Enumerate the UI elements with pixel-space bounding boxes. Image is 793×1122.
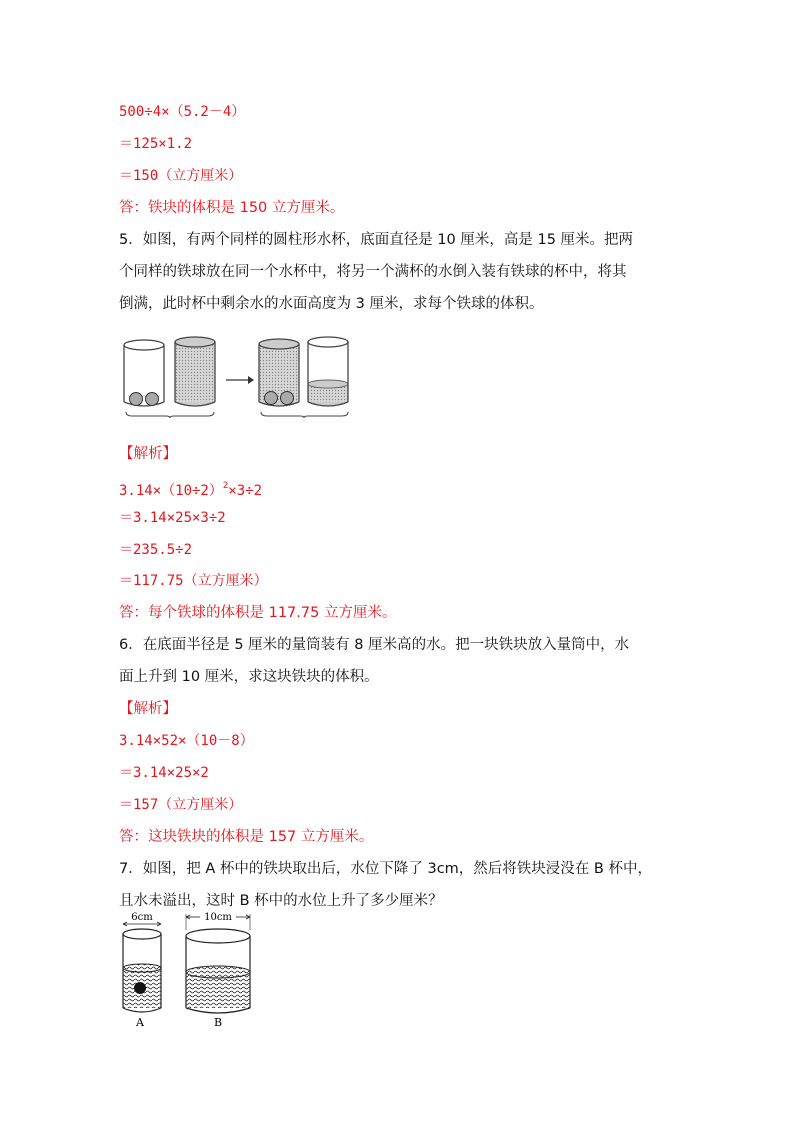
analysis-heading: 【解析】 <box>119 701 177 717</box>
calc-line: ＝125×1.2 <box>119 136 193 152</box>
cup-b-width-label: 10cm <box>204 912 232 923</box>
question-text: 面上升到 10 厘米，求这块铁块的体积。 <box>119 669 379 685</box>
answer-line: 答：这块铁块的体积是 157 立方厘米。 <box>119 829 374 845</box>
full-cup <box>175 337 215 406</box>
cups-figure <box>118 332 360 418</box>
cup-a-label: A <box>136 1016 144 1029</box>
calc-line: ＝150（立方厘米） <box>119 168 243 184</box>
calc-line: ＝3.14×25×2 <box>119 765 209 781</box>
cup-b-label: B <box>213 1016 223 1029</box>
question-text: 6．在底面半径是 5 厘米的量筒装有 8 厘米高的水。把一块铁块放入量筒中，水 <box>119 637 630 653</box>
answer-line: 答：每个铁球的体积是 117.75 立方厘米。 <box>119 605 397 621</box>
arrow-icon <box>226 376 254 384</box>
analysis-heading: 【解析】 <box>119 446 177 462</box>
calc-line: ＝3.14×25×3÷2 <box>119 510 226 526</box>
cup-b <box>186 912 250 1029</box>
calc-line: 3.14×52×（10－8） <box>119 733 254 749</box>
cup-with-balls <box>124 340 164 406</box>
question-text: 5．如图，有两个同样的圆柱形水杯，底面直径是 10 厘米，高是 15 厘米。把两 <box>119 232 634 248</box>
question-text: 7．如图，把 A 杯中的铁块取出后，水位下降了 3cm，然后将铁块浸没在 B 杯中， <box>119 861 652 877</box>
cup-full-with-balls <box>259 339 299 406</box>
answer-line: 答：铁块的体积是 150 立方厘米。 <box>119 200 345 216</box>
cup-remaining-water <box>308 337 348 406</box>
question-text: 倒满，此时杯中剩余水的水面高度为 3 厘米，求每个铁球的体积。 <box>119 296 544 312</box>
question-text: 且水未溢出，这时 B 杯中的水位上升了多少厘米？ <box>119 893 443 909</box>
cup-a-width-label: 6cm <box>131 912 153 923</box>
cups-a-b-figure <box>116 910 266 1030</box>
calc-line: ＝117.75（立方厘米） <box>119 573 268 589</box>
cup-a <box>123 912 161 1029</box>
calc-line: 500÷4×（5.2－4） <box>119 104 246 120</box>
calc-line: $3.14\times(10\div 2)^2\times 3\div 2$ <box>119 481 262 499</box>
calc-line: ＝235.5÷2 <box>119 542 193 558</box>
question-text: 个同样的铁球放在同一个水杯中，将另一个满杯的水倒入装有铁球的杯中，将其 <box>119 264 627 280</box>
calc-line: ＝157（立方厘米） <box>119 797 243 813</box>
